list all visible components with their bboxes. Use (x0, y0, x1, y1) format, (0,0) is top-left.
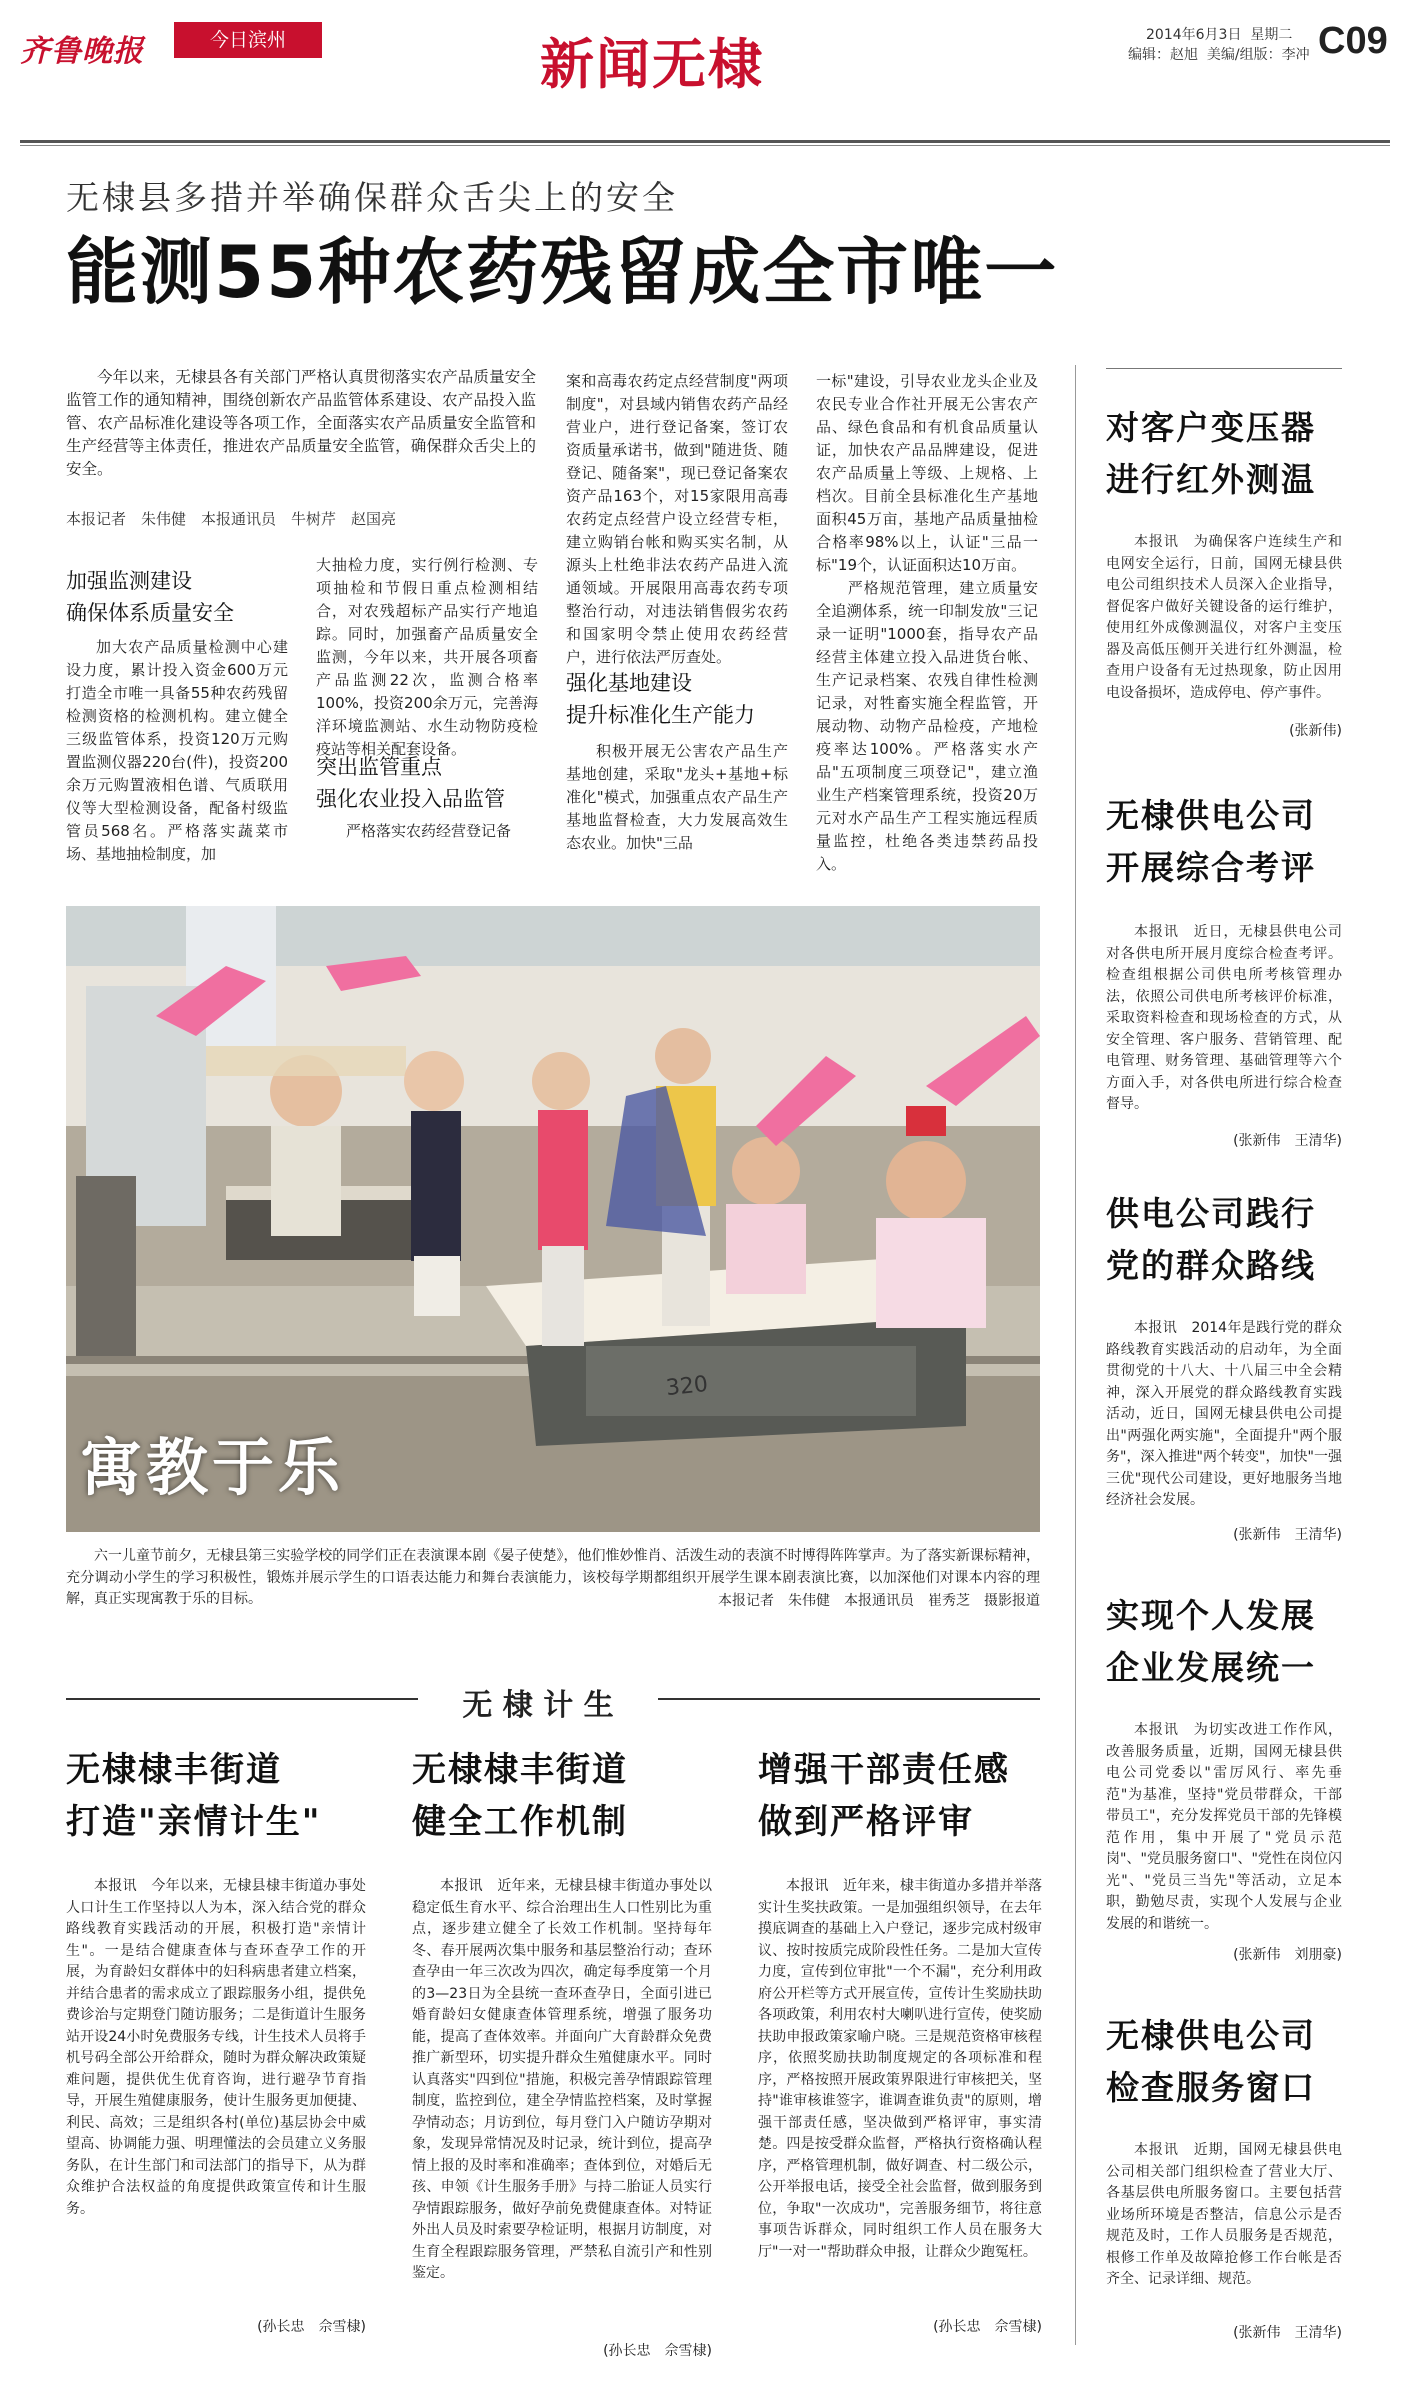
sidebar-story-2-body: 本报讯 近日，无棣县供电公司对各供电所开展月度综合检查考评。检查组根据公司供电所考核管理办法，依照公司供电所考核评价标准，采取资料检查和现场检查的方式，从安全管理、客户服务、营销管理、配电管理、财务管理、基础管理等六个方面入手，对各供电所进行综合检查督导。 (1106, 924, 1342, 1112)
weekday-text: 星期二 (1250, 27, 1293, 43)
sidebar-story-5-title: 无棣供电公司 检查服务窗口 (1106, 2016, 1316, 2107)
sidebar-story-2-byline: (张新伟 王清华) (1233, 1133, 1342, 1149)
page-date (1146, 24, 1292, 44)
masthead-rule-thin (20, 145, 1390, 146)
lead-col-3: 案和高毒农药定点经营制度"两项制度"，对县域内销售农药产品经营业户，进行登记备案，签订农资质量承诺书，做到"随进货、随登记、随备案"，现已登记备案农资产品163个，对15家限用高毒农药定点经营户设立经营专柜，建立购销台帐和购买实名制，从源头上杜绝非法农药产品进入流通领域。开展限用高毒农药专项整治行动，对违法销售假劣农药和国家明令禁止使用农药经营户，进行依法严厉查处。 (566, 372, 788, 666)
paper-logo: 齐鲁晚报 (20, 34, 144, 69)
lead-col-2: 大抽检力度，实行例行检测、专项抽检和节假日重点检测相结合，对农残超标产品实行产地追踪。同时，加强畜产品质量安全监测，今年以来，共开展各项畜产品监测22次，监测合格率100%，投资200余万元，完善海洋环境监测站、水生动物防疫检疫站等相关配套设备。 (316, 556, 538, 758)
jisheng-story-2-title: 无棣棣丰街道 健全工作机制 (412, 1750, 628, 1842)
masthead (0, 0, 1409, 150)
sidebar-story-5-byline: (张新伟 王清华) (1233, 2325, 1342, 2341)
lead-subhead-2a: 突出监管重点 (316, 755, 442, 779)
jisheng-story-3-byline: (孙长忠 佘雪棣) (933, 2319, 1042, 2335)
sidebar-story-4-title: 实现个人发展 企业发展统一 (1106, 1596, 1316, 1687)
lead-subhead-3a: 强化基地建设 (566, 671, 692, 695)
lead-col-4: 一标"建设，引导农业龙头企业及农民专业合作社开展无公害农产品、绿色食品和有机食品质量认证，加快农产品品牌建设，促进农产品质量上等级、上规格、上档次。目前全县标准化生产基地面积45万亩，基地产品质量抽检合格率98%以上，认证"三品一标"19个，认证面积达10万亩。 严格规范管理，建立质量安全追溯体系，统一印制发放"三记录一证明"1000套，指导农产品经营主体建立投入品进货台帐、生产记录档案、农残自律性检测记录，对牲畜实施全程监管，开展动物、动物产品检疫，产地检疫率达100%。严格落实水产品"五项制度三项登记"，建立渔业生产档案管理系统，投资20万元对水产品生产工程实施远程质量监控，杜绝各类违禁药品投入。 (816, 372, 1038, 873)
page-number: C09 (1318, 20, 1388, 62)
section-name: 新闻无棣 (540, 32, 764, 96)
jisheng-rule-right (658, 1698, 1040, 1700)
jisheng-story-3-title: 增强干部责任感 做到严格评审 (758, 1750, 1010, 1842)
sidebar-story-2-title: 无棣供电公司 开展综合考评 (1106, 796, 1316, 887)
lead-col-3b: 积极开展无公害农产品生产基地创建，采取"龙头+基地+标准化"模式，加强重点农产品生产基地监督检查，大力发展高效生态农业。加快"三品 (566, 742, 788, 852)
sidebar-story-4-body: 本报讯 为切实改进工作作风，改善服务质量，近期，国网无棣县供电公司党委以"雷厉风行、率先垂范"为基准，坚持"党员带群众，干部带员工"，充分发挥党员干部的先锋模范作用，集中开展了"党员示范岗"、"党员服务窗口"、"党性在岗位闪光"、"党员三当先"等活动，立足本职，勤勉尽责，实现个人发展与企业发展的和谐统一。 (1106, 1722, 1342, 1932)
lead-subhead-3b: 提升标准化生产能力 (566, 703, 755, 727)
sidebar-story-1-body: 本报讯 为确保客户连续生产和电网安全运行，日前，国网无棣县供电公司组织技术人员深入企业指导，督促客户做好关键设备的运行维护，使用红外成像测温仪，对客户主变压器及高低压侧开关进行红外测温，检查用户设备有无过热现象，防止因用电设备损坏，造成停电、停产事件。 (1106, 534, 1342, 701)
photo-overlay-title: 寓教于乐 (80, 1431, 345, 1504)
sidebar-story-3-body: 本报讯 2014年是践行党的群众路线教育实践活动的启动年，为全面贯彻党的十八大、十八届三中全会精神，深入开展党的群众路线教育实践活动，近日，国网无棣县供电公司提出"两强化两实施"，全面提升"两个服务"，深入推进"两个转变"，加快"一强三优"现代公司建设，更好地服务当地经济社会发展。 (1106, 1320, 1342, 1508)
date-text: 2014年6月3日 (1146, 27, 1242, 43)
lead-byline: 本报记者 朱伟健 本报通讯员 牛树芹 赵国亮 (66, 510, 397, 528)
jisheng-story-1-body: 本报讯 今年以来，无棣县棣丰街道办事处人口计生工作坚持以人为本，深入结合党的群众路线教育实践活动的开展，积极打造"亲情计生"。一是结合健康查体与查环查孕工作的开展，为育龄妇女群体中的妇科病患者建立档案，并结合患者的需求成立了跟踪服务小组，提供免费诊治与定期登门随访服务；二是街道计生服务站开设24小时免费服务专线，计生技术人员将手机号码全部公开给群众，随时为群众解决政策疑难问题，提供优生优育咨询，进行避孕节育指导，开展生殖健康服务，使计生服务更加便捷、利民、高效；三是组织各村(单位)基层协会中威望高、协调能力强、明理懂法的会员建立义务服务队，在计生部门和司法部门的指导下，从为群众维护合法权益的角度提供政策宣传和计生服务。 (66, 1878, 366, 2217)
lead-headline: 能测55种农药残留成全市唯一 (66, 230, 1059, 314)
jisheng-story-2-byline: (孙长忠 佘雪棣) (603, 2343, 712, 2359)
sidebar-top-rule (1106, 368, 1342, 369)
edition-tab-label: 今日滨州 (209, 29, 286, 51)
masthead-rule (20, 140, 1390, 143)
desk-number: 320 (664, 1371, 710, 1402)
column-divider (1075, 365, 1076, 2345)
feature-photo (66, 906, 1040, 1532)
photo-caption: 六一儿童节前夕，无棣县第三实验学校的同学们正在表演课本剧《晏子使楚》，他们惟妙惟肖、活泼生动的表演不时博得阵阵掌声。为了落实新课标精神，充分调动小学生的学习积极性，锻炼并展示学生的口语表达能力和舞台表演能力，该校每学期都组织开展学生课本剧表演比赛，以加深他们对课本内容的理解，真正实现寓教于乐的目标。 (66, 1548, 1040, 1607)
jisheng-story-2-body: 本报讯 近年来，无棣县棣丰街道办事处以稳定低生育水平、综合治理出生人口性别比为重点，逐步建立健全了长效工作机制。坚持每年冬、春开展两次集中服务和基层整治行动；查环查孕由一年三次改为四次，确定每季度第一个月的3—23日为全县统一查环查孕日，全面引进已婚育龄妇女健康查体管理系统，增强了服务功能，提高了查体效率。并面向广大育龄群众免费推广新型环，切实提升群众生殖健康水平。同时认真落实"四到位"措施，积极完善孕情跟踪管理制度，监控到位，建全孕情监控档案，及时掌握孕情动态；月访到位，每月登门入户随访孕期对象，发现异常情况及时记录，统计到位，提高孕情上报的及时率和准确率；查体到位，对婚后无孩、申领《计生服务手册》与持二胎证人员实行孕情跟踪服务，做好孕前免费健康查体。对特证外出人员及时索要孕检证明，根据月访制度，对生育全程跟踪服务管理，严禁私自流引产和性别鉴定。 (412, 1878, 712, 2281)
lead-subhead-1b: 确保体系质量安全 (66, 601, 234, 625)
jisheng-story-3-body: 本报讯 近年来，棣丰街道办多措并举落实计生奖扶政策。一是加强组织领导，在去年摸底调查的基础上入户登记，逐步完成村级审议、按时按质完成阶段性任务。二是加大宣传力度，宣传到位审批"一个不漏"，充分利用政府公开栏等方式开展宣传，宣传计生奖励扶助各项政策，利用农村大喇叭进行宣传，使奖励扶助申报政策家喻户晓。三是规范资格审核程序，依照奖励扶助制度规定的各项标准和程序，严格按照开展政策界限进行审核把关，坚持"谁审核谁签字，谁调查谁负责"的原则，增强干部责任感，坚决做到严格评审，事实清楚。四是按受群众监督，严格执行资格确认程序，严格管理机制，做好调查、村二级公示，公开举报电话，接受全社会监督，做到服务到位，争取"一次成功"，完善服务细节，将往意事项告诉群众，同时组织工作人员在服务大厅"一对一"帮助群众申报，让群众少跑冤枉。 (758, 1878, 1042, 2260)
lead-col-1: 加大农产品质量检测中心建设力度，累计投入资金600万元打造全市唯一具备55种农药残留检测资格的检测机构。建立健全三级监管体系，投资120万元购置监测仪器220台(件)，投资200余万元购置液相色谱、气质联用仪等大型检测设备，配备村级监管员568名。严格落实蔬菜市场、基地抽检制度，加 (66, 638, 288, 863)
jisheng-rule-left (66, 1698, 418, 1700)
jisheng-story-1-title: 无棣棣丰街道 打造"亲情计生" (66, 1750, 322, 1842)
lead-intro: 今年以来，无棣县各有关部门严格认真贯彻落实农产品质量安全监管工作的通知精神，围绕创新农产品监管体系建设、农产品投入监管、农产品标准化建设等各项工作，全面落实农产品质量安全监管和生产经营等主体责任，推进农产品质量安全监管，确保群众舌尖上的安全。 (66, 368, 536, 478)
sidebar-story-3-title: 供电公司践行 党的群众路线 (1106, 1194, 1316, 1285)
sidebar-story-5-body: 本报讯 近期，国网无棣县供电公司相关部门组织检查了营业大厅、各基层供电所服务窗口。主要包括营业场所环境是否整洁，信息公示是否规范及时，工作人员服务是否规范，根修工作单及故障抢修工作台帐是否齐全、记录详细、规范。 (1106, 2142, 1342, 2287)
page-editors (1128, 44, 1310, 64)
lead-kicker: 无棣县多措并举确保群众舌尖上的安全 (66, 178, 678, 217)
jisheng-story-1-byline: (孙长忠 佘雪棣) (257, 2319, 366, 2335)
lead-subhead-1a: 加强监测建设 (66, 569, 192, 593)
lead-subhead-2b: 强化农业投入品监管 (316, 787, 505, 811)
sidebar-story-1-byline: (张新伟) (1289, 723, 1342, 739)
sidebar-story-1-title: 对客户变压器 进行红外测温 (1106, 408, 1316, 499)
photo-credit: 本报记者 朱伟健 本报通讯员 崔秀芝 摄影报道 (718, 1593, 1040, 1609)
sidebar-story-4-byline: (张新伟 刘朋豪) (1233, 1947, 1342, 1963)
jisheng-section-title: 无 棣 计 生 (462, 1688, 614, 1723)
editor-text: 编辑：赵旭 (1128, 47, 1198, 63)
designer-text: 美编/组版：李冲 (1206, 47, 1310, 63)
lead-col-2b: 严格落实农药经营登记备 (346, 822, 512, 840)
sidebar-story-3-byline: (张新伟 王清华) (1233, 1527, 1342, 1543)
